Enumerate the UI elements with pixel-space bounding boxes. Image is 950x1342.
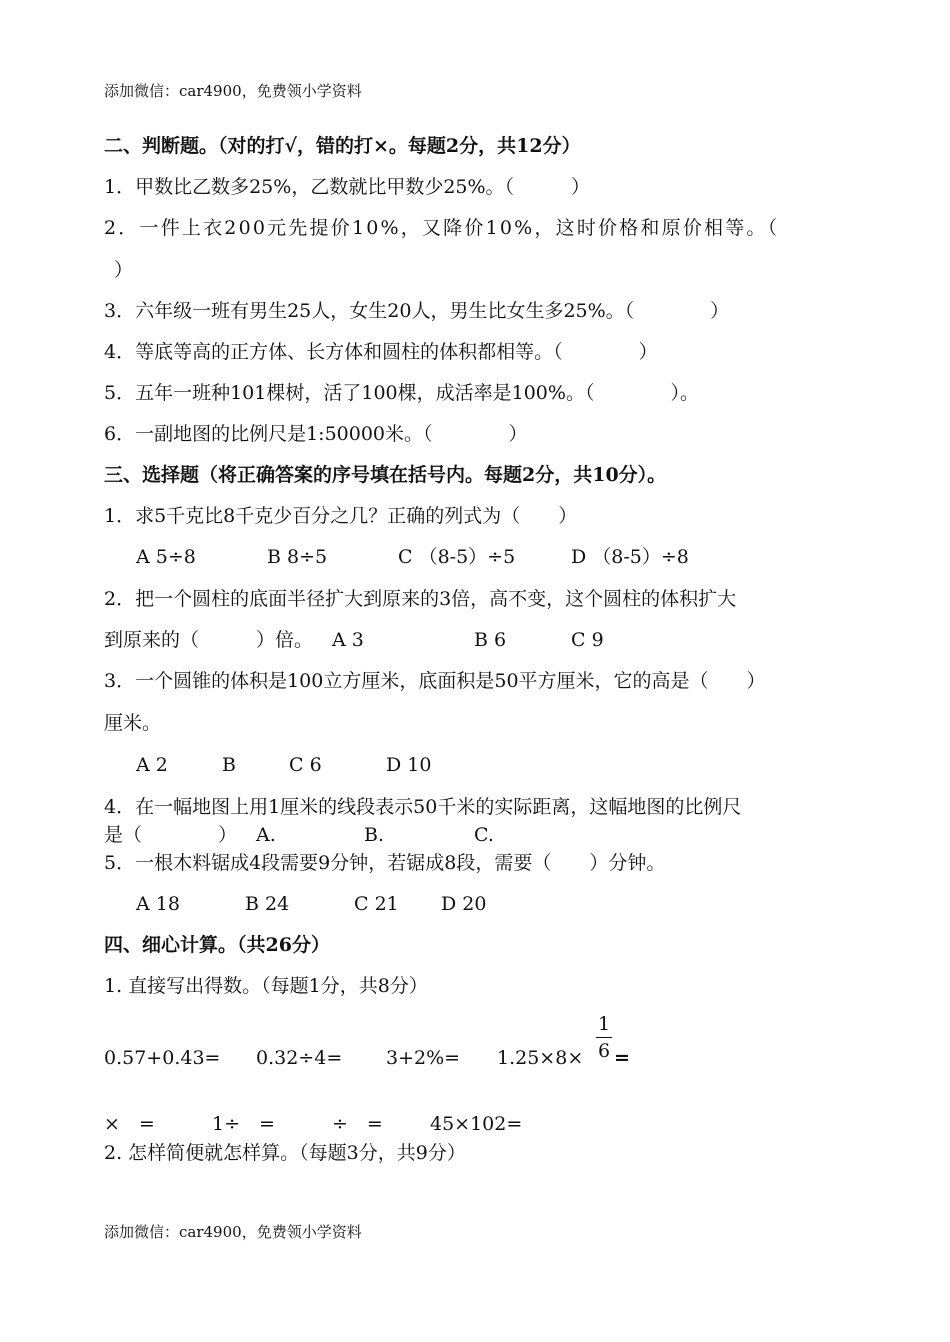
calc-item-4: 1.25×8×: [497, 1047, 584, 1069]
s3-q3-option-c: C 6: [289, 754, 322, 776]
s3-q3-option-d: D 10: [386, 754, 432, 776]
calc-item-7: ÷ =: [332, 1113, 383, 1135]
s2-question-2: 2．一件上衣200元先提价10%，又降价10%，这时价格和原价相等。（: [104, 217, 780, 239]
s2-question-1: 1．甲数比乙数多25%，乙数就比甲数少25%。（ ）: [104, 176, 591, 198]
calc-item-3: 3+2%=: [386, 1047, 461, 1069]
s3-q5-option-c: C 21: [354, 893, 399, 915]
s3-q4-option-c: C.: [474, 824, 494, 846]
s2-question-4: 4．等底等高的正方体、长方体和圆柱的体积都相等。（ ）: [104, 341, 658, 363]
s2-question-6: 6．一副地图的比例尺是1:50000米。（ ）: [104, 423, 528, 445]
s3-question-4-cont: 是（ ）: [104, 824, 238, 846]
s3-question-2-cont: 到原来的（ ）倍。: [104, 629, 314, 651]
section-4-title: 四、细心计算。（共26分）: [104, 934, 330, 956]
s3-q1-option-c: C （8-5）÷5: [398, 546, 516, 568]
s3-question-2: 2．把一个圆柱的底面半径扩大到原来的3倍，高不变，这个圆柱的体积扩大: [104, 588, 737, 610]
fraction-bar: [596, 1037, 612, 1038]
page-footer: 添加微信：car4900，免费领小学资料: [104, 1223, 362, 1241]
fraction-numerator: 1: [597, 1013, 611, 1035]
s3-q5-option-b: B 24: [245, 893, 290, 915]
s3-q1-option-d: D （8-5）÷8: [571, 546, 689, 568]
s4-part-2: 2. 怎样简便就怎样算。（每题3分，共9分）: [104, 1142, 466, 1164]
calc-item-4-equals: =: [614, 1047, 630, 1069]
s3-q1-option-b: B 8÷5: [267, 546, 328, 568]
s3-question-5: 5．一根木料锯成4段需要9分钟，若锯成8段，需要（ ）分钟。: [104, 852, 666, 874]
s2-question-3: 3．六年级一班有男生25人，女生20人，男生比女生多25%。（ ）: [104, 300, 730, 322]
section-3-title: 三、选择题（将正确答案的序号填在括号内。每题2分，共10分）。: [104, 464, 667, 486]
s3-q2-option-a: A 3: [332, 629, 364, 651]
s3-question-3: 3．一个圆锥的体积是100立方厘米，底面积是50平方厘米，它的高是（ ）: [104, 670, 766, 692]
s3-q5-option-d: D 20: [441, 893, 487, 915]
s2-question-5: 5．五年一班种101棵树，活了100棵，成活率是100%。（ ）。: [104, 382, 699, 404]
calc-item-6: 1÷ =: [212, 1113, 275, 1135]
s4-part-1: 1. 直接写出得数。（每题1分，共8分）: [104, 975, 428, 997]
s3-q2-option-c: C 9: [571, 629, 604, 651]
s3-question-4: 4．在一幅地图上用1厘米的线段表示50千米的实际距离，这幅地图的比例尺: [104, 796, 742, 818]
s3-question-1: 1．求5千克比8千克少百分之几？正确的列式为（ ）: [104, 505, 578, 527]
s3-q2-option-b: B 6: [474, 629, 507, 651]
s3-q4-option-b: B.: [364, 824, 385, 846]
fraction-denominator: 6: [597, 1040, 611, 1062]
calc-item-2: 0.32÷4=: [256, 1047, 343, 1069]
s3-q3-option-b: B: [222, 754, 236, 776]
s3-q5-option-a: A 18: [136, 893, 180, 915]
s3-q4-option-a: A.: [256, 824, 276, 846]
s2-question-2-cont: ）: [114, 259, 134, 281]
fraction-one-sixth: [596, 1013, 612, 1062]
s3-q1-option-a: A 5÷8: [136, 546, 196, 568]
calc-item-8: 45×102=: [430, 1113, 523, 1135]
calc-item-1: 0.57+0.43=: [104, 1047, 221, 1069]
section-2-title: 二、判断题。（对的打√，错的打×。每题2分，共12分）: [104, 135, 581, 157]
page-header: 添加微信：car4900，免费领小学资料: [104, 82, 362, 100]
s3-question-3-cont: 厘米。: [104, 712, 162, 734]
s3-q3-option-a: A 2: [136, 754, 168, 776]
calc-item-5: × =: [104, 1113, 155, 1135]
